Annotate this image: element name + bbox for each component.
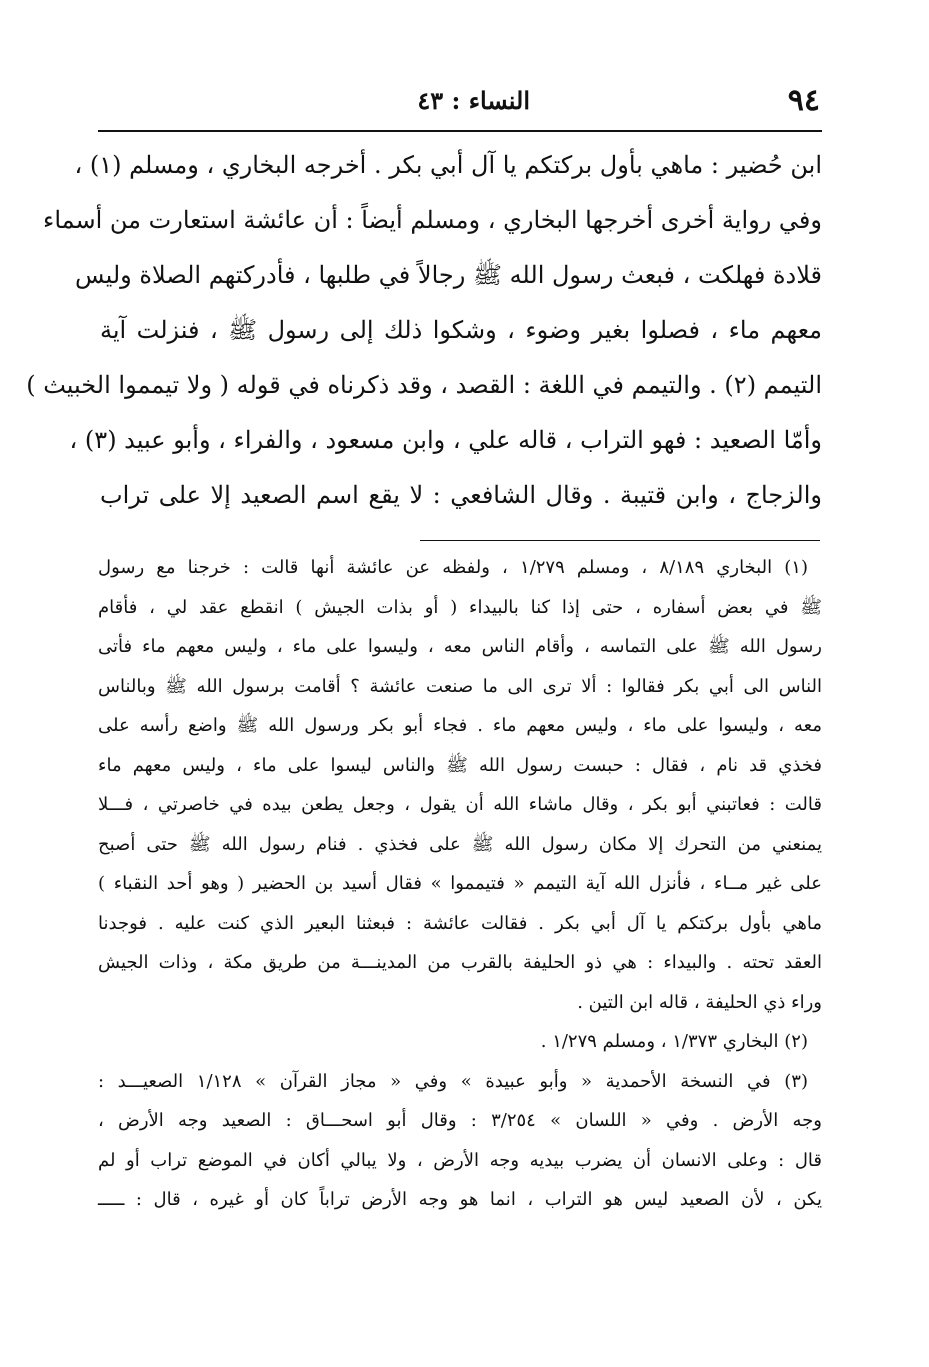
main-line: وأمّا الصعيد : فهو التراب ، قاله علي ، وابن مسعود ، والفراء ، وأبو عبيد (٣) ، xyxy=(69,426,822,454)
main-line: معهم ماء ، فصلوا بغير وضوء ، وشكوا ذلك إلى رسول ﷺ ، فنزلت آية xyxy=(100,316,822,344)
footnote-line: الناس الى أبي بكر فقالوا : ألا ترى الى ما صنعت عائشة ؟ أقامت برسول الله ﷺ وبالناس xyxy=(98,675,822,697)
main-line: والزجاج ، وابن قتيبة . وقال الشافعي : لا يقع اسم الصعيد إلا على تراب xyxy=(100,481,822,509)
main-line: التيمم (٢) . والتيمم في اللغة : القصد ، وقد ذكرناه في قوله ( ولا تيمموا الخبيث ) xyxy=(26,371,822,399)
running-title: النساء : ٤٣ xyxy=(417,86,530,115)
main-line: وفي رواية أخرى أخرجها البخاري ، ومسلم أيضاً : أن عائشة استعارت من أسماء xyxy=(43,206,822,234)
header-rule xyxy=(98,130,822,132)
footnote-line: يكن ، لأن الصعيد ليس هو التراب ، انما هو وجه الأرض تراباً كان أو غيره ، قال : ـــــ xyxy=(98,1189,822,1210)
footnote-line: (٢) البخاري ١/٣٧٣ ، ومسلم ١/٢٧٩ . xyxy=(540,1031,808,1052)
footnote-line: فخذي قد نام ، فقال : حبست رسول الله ﷺ والناس ليسوا على ماء ، وليس معهم ماء xyxy=(98,754,822,776)
footnote-line: وجه الأرض . وفي « اللسان » ٣/٢٥٤ : وقال أبو اسحـــاق : الصعيد وجه الأرض ، xyxy=(98,1110,822,1131)
footnote-line: وراء ذي الحليفة ، قاله ابن التين . xyxy=(577,991,822,1013)
page-number: ٩٤ xyxy=(787,83,820,118)
footnote-line: قالت : فعاتبني أبو بكر ، وقال ماشاء الله أن يقول ، وجعل يطعن بيده في خاصرتي ، فـــلا xyxy=(98,794,822,815)
footnote-line: قال : وعلى الانسان أن يضرب بيديه وجه الأرض ، ولا يبالي أكان في الموضع تراب أو لم xyxy=(98,1149,822,1171)
footnotes xyxy=(98,548,822,1220)
footnote-line: على غير مــاء ، فأنزل الله آية التيمم « فتيمموا » فقال أسيد بن الحضير ( وهو أحد النقباء ) xyxy=(98,873,822,894)
footnote-line: معه ، وليسوا على ماء ، وليس معهم ماء . فجاء أبو بكر ورسول الله ﷺ واضع رأسه على xyxy=(98,715,822,736)
footnote-line: العقد تحته . والبيداء : هي ذو الحليفة بالقرب من المدينـــة من طريق مكة ، وذات الجيش xyxy=(98,952,822,973)
main-line: ابن حُضير : ماهي بأول بركتكم يا آل أبي بكر . أخرجه البخاري ، ومسلم (١) ، xyxy=(74,151,822,179)
footnote-line: يمنعني من التحرك إلا مكان رسول الله ﷺ على فخذي . فنام رسول الله ﷺ حتى أصبح xyxy=(98,833,822,855)
footnote-line: (١) البخاري ٨/١٨٩ ، ومسلم ١/٢٧٩ ، ولفظه عن عائشة أنها قالت : خرجنا مع رسول xyxy=(98,557,808,578)
footnote-line: ماهي بأول بركتكم يا آل أبي بكر . فقالت عائشة : فبعثنا البعير الذي كنت عليه . فوجدنا xyxy=(98,912,822,934)
footnote-line: رسول الله ﷺ على التماسه ، وأقام الناس معه ، وليسوا على ماء ، وليس معهم ماء فأتى xyxy=(98,636,822,657)
footnote-line: ﷺ في بعض أسفاره ، حتى إذا كنا بالبيداء ( أو بذات الجيش ) انقطع عقد لي ، فأقام xyxy=(98,596,822,618)
page-header xyxy=(100,82,820,122)
main-text xyxy=(26,138,822,523)
footnote-line: (٣) في النسخة الأحمدية « وأبو عبيدة » وفي « مجاز القرآن » ١/١٢٨ الصعيـــد : xyxy=(98,1070,808,1092)
main-line: قلادة فهلكت ، فبعث رسول الله ﷺ رجالاً في طلبها ، فأدركتهم الصلاة وليس xyxy=(75,261,822,289)
footnote-separator xyxy=(420,540,820,541)
